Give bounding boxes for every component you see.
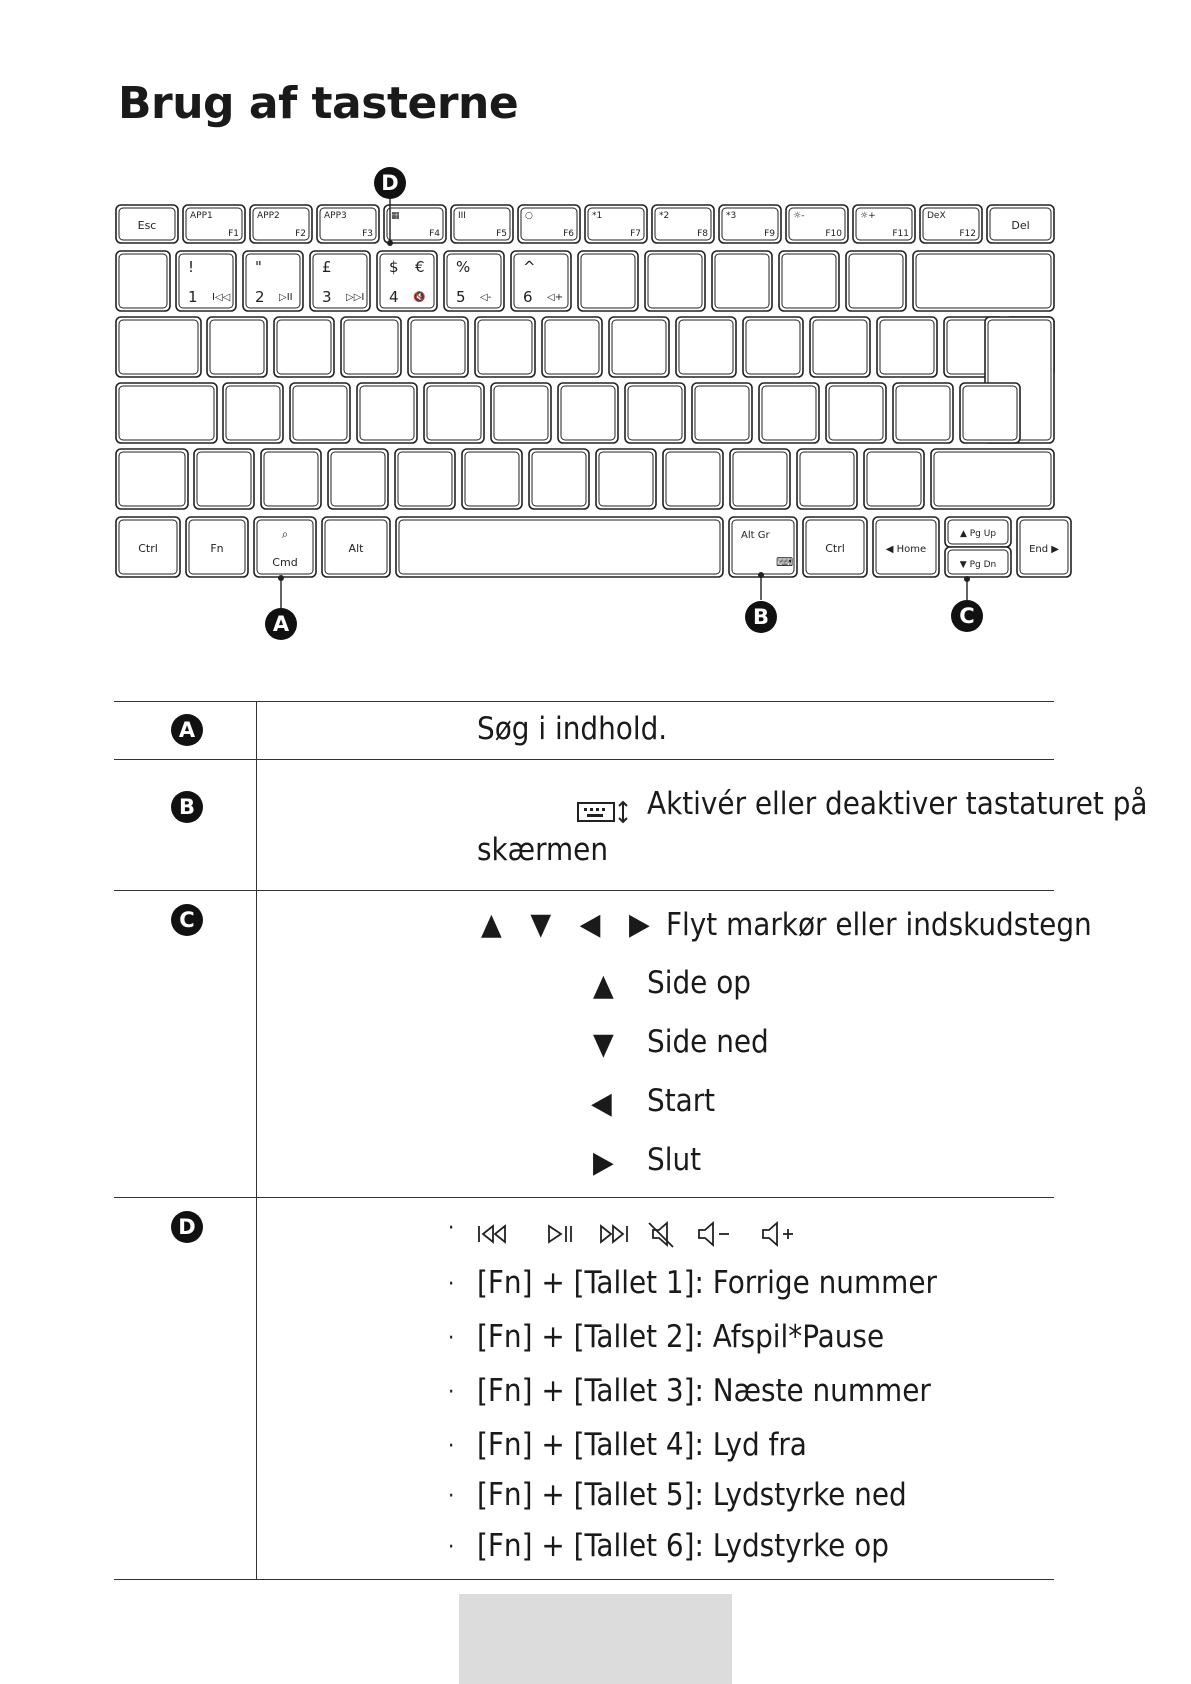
fn-shortcut-2: [Fn] + [Tallet 2]: Afspil*Pause [477, 1319, 885, 1355]
keyboard-toggle-icon [577, 796, 633, 832]
num-key-media: ▷II [279, 292, 293, 303]
fn-shortcut-6: [Fn] + [Tallet 6]: Lydstyrke op [477, 1528, 889, 1564]
ctrl-key-label: Ctrl [138, 542, 158, 555]
key-inner [762, 386, 816, 440]
key-inner [733, 452, 787, 506]
key-inner [532, 452, 586, 506]
key-inner [648, 254, 702, 308]
table-row-a [114, 701, 1054, 759]
num-key-media: ◁- [480, 292, 492, 303]
page-footer-block [459, 1594, 732, 1684]
fn-key-top-label: ▦ [391, 211, 400, 221]
callout-b: B [745, 601, 777, 633]
fn-key-top-label: ○ [525, 211, 533, 221]
altgr-key-label: Alt Gr [741, 530, 770, 541]
key-inner [695, 386, 749, 440]
key-inner [666, 452, 720, 506]
fn-shortcut-3: [Fn] + [Tallet 3]: Næste nummer [477, 1373, 931, 1409]
key-inner [628, 386, 682, 440]
num-key-shift: £ [322, 258, 332, 276]
search-icon: ⌕ [281, 527, 289, 541]
num-key-shift: " [255, 258, 262, 276]
num-key-media: I◁◁ [212, 292, 231, 303]
media-icons-row [477, 1220, 837, 1250]
key-inner [331, 452, 385, 506]
fn-key-top-label: ☼- [793, 211, 805, 221]
key-inner [715, 254, 769, 308]
fn-key-bottom-label: F1 [228, 229, 239, 239]
num-key-shift: $ [389, 258, 399, 276]
keyboard-illustration [0, 0, 1191, 660]
num-key-media: ▷▷I [346, 292, 365, 303]
fn-shortcut-5: [Fn] + [Tallet 5]: Lydstyrke ned [477, 1477, 907, 1513]
row-label-b: B [171, 791, 203, 823]
key-inner [746, 320, 800, 374]
arrow-right-icon: ▶ [593, 1145, 614, 1180]
fn-key-bottom-label: F10 [825, 229, 842, 239]
key-inner [360, 386, 414, 440]
fn-key-top-label: APP3 [324, 211, 347, 221]
callout-a: A [265, 608, 297, 640]
fn-key-bottom-label: F2 [295, 229, 306, 239]
num-key-number: 2 [255, 288, 265, 306]
fn-key-top-label: APP1 [190, 211, 213, 221]
key-inner [494, 386, 548, 440]
row-c-item-2: Side ned [647, 1024, 769, 1060]
fn-key-top-label: *3 [726, 211, 737, 221]
num-key-media: ◁+ [547, 292, 564, 303]
num-key-media: 🔇 [413, 292, 426, 303]
key-inner [344, 320, 398, 374]
num-key-shift: ! [188, 258, 195, 276]
fn-shortcut-4: [Fn] + [Tallet 4]: Lyd fra [477, 1427, 807, 1463]
key-inner [119, 452, 185, 506]
pgdn-key-label: ▼ Pg Dn [959, 560, 997, 570]
key-inner [581, 254, 635, 308]
fn-key-bottom-label: F9 [764, 229, 775, 239]
key-inner [867, 452, 921, 506]
row-c-text: Flyt markør eller indskudstegn [666, 907, 1092, 943]
fn-key-bottom-label: F12 [959, 229, 976, 239]
key-inner [800, 452, 854, 506]
fn-key-bottom-label: F6 [563, 229, 574, 239]
row-b-text: Aktivér eller deaktiver tastaturet på [647, 786, 1148, 822]
key-inner [478, 320, 532, 374]
key-inner [293, 386, 347, 440]
key-inner [896, 386, 950, 440]
callout-d: D [374, 167, 406, 199]
keyboard-drawing [0, 0, 1191, 660]
fn-key-bottom-label: Fn [210, 542, 224, 555]
callout-c: C [951, 600, 983, 632]
fn-shortcut-1: [Fn] + [Tallet 1]: Forrige nummer [477, 1265, 937, 1301]
fn-key-label: Del [1011, 219, 1030, 232]
num-key-alt: € [415, 258, 425, 276]
cmd-key-label: Cmd [272, 556, 298, 569]
num-key-number: 6 [523, 288, 533, 306]
row-label-a: A [171, 714, 203, 746]
key-inner [399, 520, 720, 574]
key-inner [277, 320, 331, 374]
arrow-up-icon: ▲ [593, 968, 614, 1003]
key-inner [782, 254, 836, 308]
key-inner [119, 386, 214, 440]
fn-key-bottom-label: F3 [362, 229, 373, 239]
key-inner [197, 452, 251, 506]
arrow-down-icon: ▼ [593, 1027, 614, 1062]
key-inner [398, 452, 452, 506]
key-inner [210, 320, 264, 374]
num-key-number: 3 [322, 288, 332, 306]
fn-key-bottom-label: F11 [892, 229, 909, 239]
row-label-c: C [171, 904, 203, 936]
bullet-dot: · [448, 1216, 455, 1241]
num-key-shift: ^ [523, 258, 536, 276]
key-inner [679, 320, 733, 374]
key-inner [465, 452, 519, 506]
key-inner [226, 386, 280, 440]
num-key-number: 4 [389, 288, 399, 306]
shortcut-table [114, 701, 1148, 1580]
pgup-key-label: ▲ Pg Up [959, 529, 997, 539]
fn-key-top-label: DeX [927, 211, 946, 221]
key-inner [880, 320, 934, 374]
fn-key-bottom-label: F4 [429, 229, 440, 239]
row-b-text-cont: skærmen [477, 832, 608, 868]
key-inner [119, 320, 198, 374]
row-label-d: D [171, 1211, 203, 1243]
page-title: Brug af tasterne [118, 78, 519, 129]
key-inner [599, 452, 653, 506]
key-inner [411, 320, 465, 374]
table-row-d: D · · [Fn] + [Tallet 1]: Forrige nummer · [Fn] + [Tallet 2]: Afspil*Pause · [Fn] + [Tallet 3]: Næste nummer · [Fn] + [Tallet 4]: Lyd fra · [Fn] + [Tallet 5]: Lydstyrke ned · [Fn] + [Tallet 6]: Lydstyrke op [114, 1197, 1054, 1580]
key-inner [612, 320, 666, 374]
num-key-number: 5 [456, 288, 466, 306]
alt-key-label: Alt [348, 542, 364, 555]
key-inner [545, 320, 599, 374]
row-c-item-1: Side op [647, 965, 751, 1001]
fn-key-top-label: ☼+ [860, 211, 876, 221]
num-key-number: 1 [188, 288, 198, 306]
fn-key-bottom-label: F5 [496, 229, 507, 239]
fn-key-bottom-label: F8 [697, 229, 708, 239]
key-inner [264, 452, 318, 506]
key-inner [119, 254, 167, 308]
key-inner [934, 452, 1051, 506]
row-a-text: Søg i indhold. [477, 711, 668, 747]
num-key-shift: % [456, 258, 471, 276]
keyboard-icon: ⌨ [776, 555, 794, 569]
ctrl-right-key-label: Ctrl [825, 542, 845, 555]
key-inner [561, 386, 615, 440]
fn-key-top-label: *2 [659, 211, 670, 221]
fn-key-top-label: *1 [592, 211, 603, 221]
home-key-label: ◀ Home [885, 544, 927, 555]
table-row-c [114, 890, 1092, 1197]
row-c-item-4: Slut [647, 1142, 702, 1178]
fn-key-bottom-label: F7 [630, 229, 641, 239]
table-row-b [114, 759, 1148, 890]
key-inner [916, 254, 1051, 308]
row-c-item-3: Start [647, 1083, 716, 1119]
key-inner [813, 320, 867, 374]
key-inner [427, 386, 481, 440]
arrow-left-icon: ◀ [591, 1086, 612, 1121]
key-inner [849, 254, 903, 308]
key-inner [963, 386, 1017, 440]
end-key-label: End ▶ [1029, 544, 1059, 555]
fn-key-top-label: APP2 [257, 211, 280, 221]
arrow-keys-icon: ▲ ▼ ◀ ▶ [481, 907, 660, 942]
fn-key-top-label: III [458, 211, 466, 221]
key-inner [829, 386, 883, 440]
fn-key-label: Esc [137, 219, 157, 232]
